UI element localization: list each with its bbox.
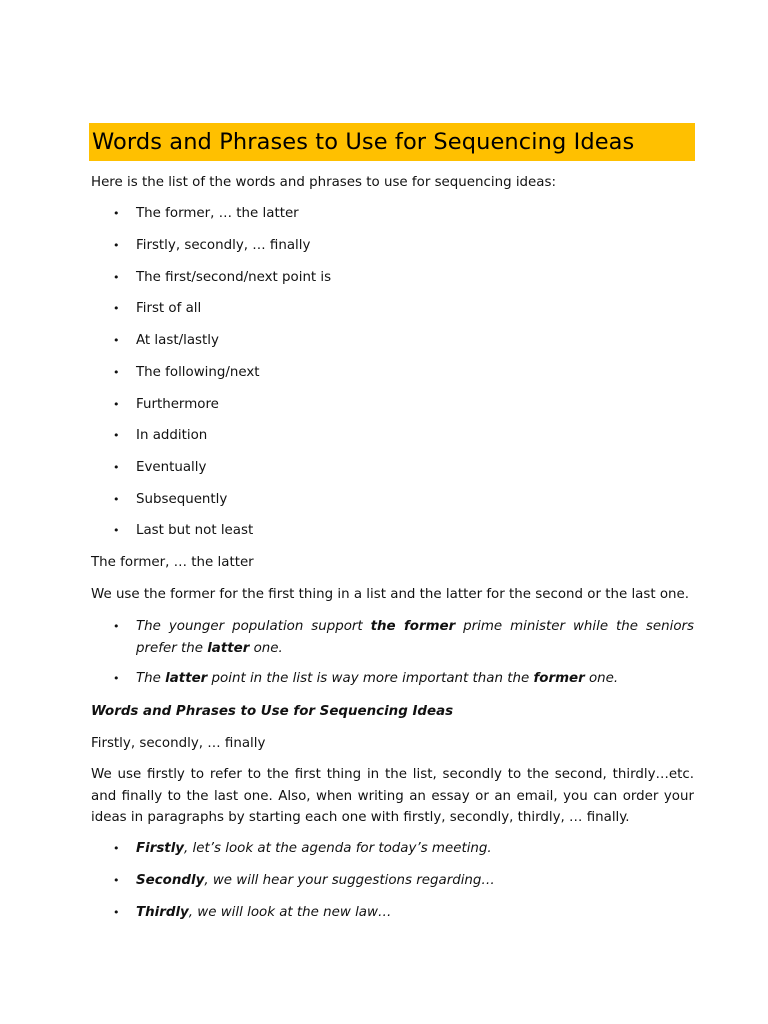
example-text: prime minister while the seniors prefer the [136, 619, 694, 656]
list-item: The first/second/next point is [136, 270, 332, 285]
example-bold: former [533, 671, 585, 686]
list-item: In addition [136, 428, 208, 443]
list-bullet: • [113, 302, 120, 315]
example-bold: Thirdly [136, 905, 189, 920]
list-item: Last but not least [136, 523, 254, 538]
list-bullet: • [113, 493, 120, 506]
list-item: Eventually [136, 460, 207, 475]
example-former-latter-1 [136, 616, 694, 659]
example-bold: latter [207, 640, 250, 656]
example-text: , let’s look at the agenda for today’s meeting. [184, 841, 492, 856]
example-text: one. [249, 640, 283, 656]
example-bullet: • [113, 842, 120, 855]
example-bold: latter [165, 671, 208, 686]
section-body-firstly: We use firstly to refer to the first thing in the list, secondly to the second, thirdly…etc. and finally to the last one. Also, when writing an essay or an email, you can order your ideas in paragraphs by starting each one with firstly, secondly, thirdly, … finally. [91, 767, 694, 825]
list-item: The following/next [136, 365, 260, 380]
example-secondly [136, 870, 495, 891]
list-item: Furthermore [136, 397, 219, 412]
example-text: , we will look at the new law… [188, 905, 392, 920]
section-body-former-latter: We use the former for the first thing in a list and the latter for the second or the last one. [91, 587, 690, 602]
repeat-title: Words and Phrases to Use for Sequencing Ideas [91, 704, 454, 719]
list-bullet: • [113, 429, 120, 442]
example-bullet: • [113, 620, 120, 633]
list-bullet: • [113, 366, 120, 379]
list-bullet: • [113, 207, 120, 220]
list-bullet: • [113, 334, 120, 347]
example-bullet: • [113, 874, 120, 887]
list-item: The former, … the latter [136, 206, 299, 221]
list-bullet: • [113, 524, 120, 537]
example-text: point in the list is way more important than the [207, 671, 534, 686]
example-bullet: • [113, 672, 120, 685]
example-bold: Secondly [136, 873, 205, 888]
example-text: one. [584, 671, 619, 686]
list-bullet: • [113, 239, 120, 252]
example-bullet: • [113, 906, 120, 919]
example-bold: Firstly [136, 841, 185, 856]
list-bullet: • [113, 398, 120, 411]
example-text: The [136, 671, 166, 686]
list-bullet: • [113, 271, 120, 284]
example-text: , we will hear your suggestions regarding… [204, 873, 495, 888]
example-text: The younger population support [136, 619, 371, 634]
list-item: First of all [136, 301, 202, 316]
example-thirdly [136, 902, 391, 923]
document-title: Words and Phrases to Use for Sequencing Ideas [92, 129, 635, 155]
example-bold: the former [370, 619, 456, 634]
intro-paragraph: Here is the list of the words and phrases to use for sequencing ideas: [91, 175, 556, 190]
list-bullet: • [113, 461, 120, 474]
section-heading-firstly: Firstly, secondly, … finally [91, 736, 266, 751]
list-item: Subsequently [136, 492, 228, 507]
section-heading-former-latter: The former, … the latter [91, 555, 254, 570]
list-item: At last/lastly [136, 333, 219, 348]
example-former-latter-2 [136, 668, 618, 689]
example-firstly [136, 838, 492, 859]
list-item: Firstly, secondly, … finally [136, 238, 311, 253]
